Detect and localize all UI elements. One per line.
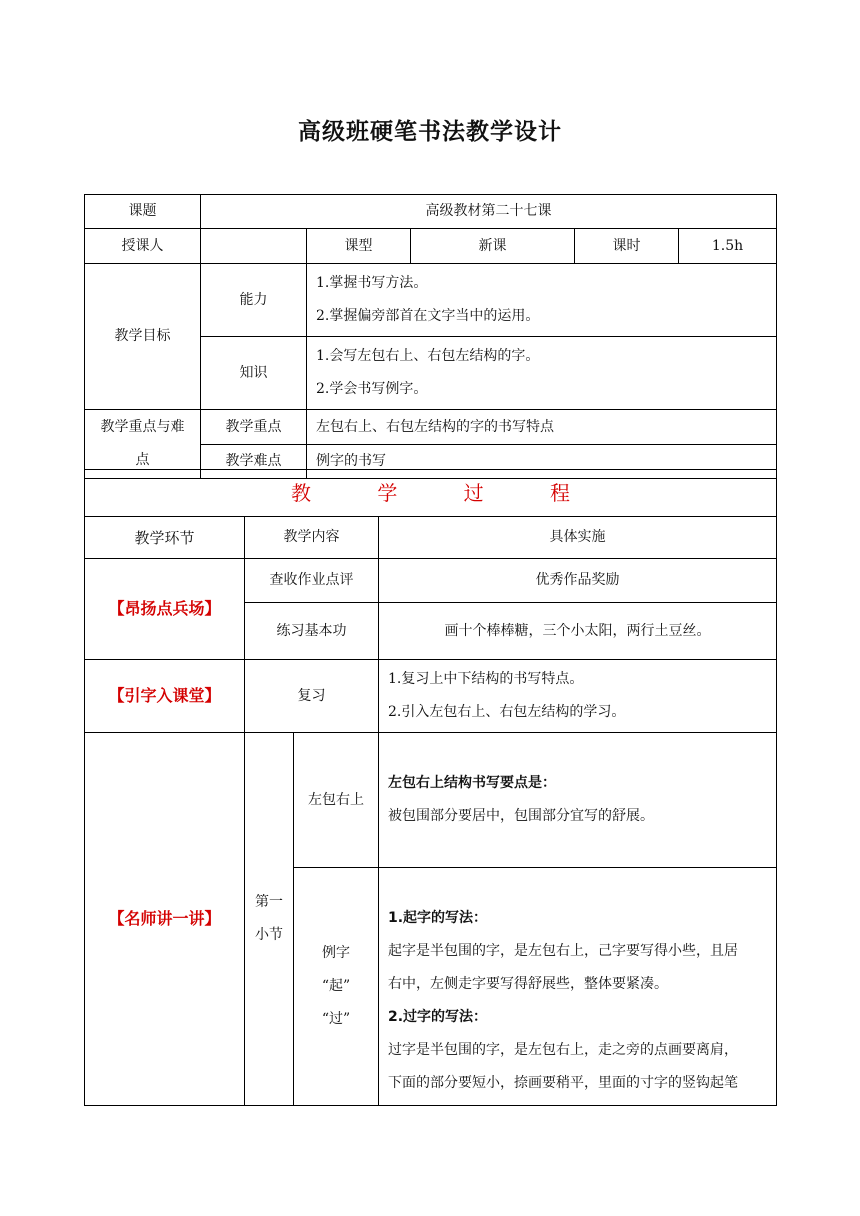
detail-heading: 左包右上结构书写要点是： xyxy=(388,775,556,791)
difficulty-value: 例字的书写 xyxy=(307,445,777,479)
stage-name: 【昂扬点兵场】 xyxy=(85,559,245,660)
section-label-line: 第一 xyxy=(255,894,283,910)
key-value: 左包右上、右包左结构的字的书写特点 xyxy=(307,410,777,445)
stage-name: 【引字入课堂】 xyxy=(85,660,245,733)
detail-text: 被包围部分要居中，包围部分宜写的舒展。 xyxy=(388,808,654,824)
stage-name: 【名师讲一讲】 xyxy=(85,733,245,1106)
page-title: 高级班硬笔书法教学设计 xyxy=(298,119,562,145)
stage-impl: 优秀作品奖励 xyxy=(379,559,777,603)
teacher-label: 授课人 xyxy=(85,229,201,264)
hours-value: 1.5h xyxy=(679,229,777,264)
ability-label: 能力 xyxy=(201,264,307,337)
topic-value: 高级教材第二十七课 xyxy=(201,195,777,229)
lesson-info-table xyxy=(84,194,776,479)
detail-heading: 1.起字的写法： xyxy=(388,910,488,926)
stage-content: 查收作业点评 xyxy=(245,559,379,603)
detail-text: 右中，左侧走字要写得舒展些，整体要紧凑。 xyxy=(388,976,668,992)
sub-label-line: 例字 xyxy=(322,945,350,961)
key-label: 教学重点 xyxy=(201,410,307,445)
focus-label-line: 教学重点与难 xyxy=(100,419,185,435)
detail-heading: 2.过字的写法： xyxy=(388,1009,488,1025)
sub-detail xyxy=(379,733,777,868)
impl-line: 1.复习上中下结构的书写特点。 xyxy=(388,671,584,687)
process-heading: 教 学 过 程 xyxy=(85,470,777,517)
knowledge-list xyxy=(307,337,777,410)
stage-impl xyxy=(379,660,777,733)
process-table xyxy=(84,469,776,1106)
difficulty-label: 教学难点 xyxy=(201,445,307,479)
teacher-value xyxy=(201,229,307,264)
detail-text: 起字是半包围的字，是左包右上，己字要写得小些，且居 xyxy=(388,943,738,959)
knowledge-item: 1.会写左包右上、右包左结构的字。 xyxy=(316,348,540,364)
type-value: 新课 xyxy=(411,229,575,264)
ability-list xyxy=(307,264,777,337)
section-label-line: 小节 xyxy=(255,927,283,943)
sub-label: 左包右上 xyxy=(294,733,379,868)
ability-item: 2.掌握偏旁部首在文字当中的运用。 xyxy=(316,308,540,324)
stage-impl: 画十个棒棒糖，三个小太阳，两行土豆丝。 xyxy=(379,603,777,660)
knowledge-item: 2.学会书写例字。 xyxy=(316,381,428,397)
knowledge-label: 知识 xyxy=(201,337,307,410)
ability-item: 1.掌握书写方法。 xyxy=(316,275,428,291)
detail-text: 下面的部分要短小，捺画要稍平，里面的寸字的竖钩起笔 xyxy=(388,1075,738,1091)
topic-label: 课题 xyxy=(85,195,201,229)
sub-label-line: “过” xyxy=(321,1011,351,1027)
detail-text: 过字是半包围的字，是左包右上，走之旁的点画要离肩， xyxy=(388,1042,738,1058)
impl-line: 2.引入左包右上、右包左结构的学习。 xyxy=(388,704,626,720)
stage-content: 练习基本功 xyxy=(245,603,379,660)
col-impl-header: 具体实施 xyxy=(379,517,777,559)
type-label: 课型 xyxy=(307,229,411,264)
col-stage-header: 教学环节 xyxy=(85,517,245,559)
focus-label-line: 点 xyxy=(135,452,150,468)
hours-label: 课时 xyxy=(575,229,679,264)
section-label xyxy=(245,733,294,1106)
sub-label xyxy=(294,868,379,1106)
goals-label: 教学目标 xyxy=(85,264,201,410)
sub-detail xyxy=(379,868,777,1106)
sub-label-line: “起” xyxy=(321,978,351,994)
stage-content: 复习 xyxy=(245,660,379,733)
col-content-header: 教学内容 xyxy=(245,517,379,559)
